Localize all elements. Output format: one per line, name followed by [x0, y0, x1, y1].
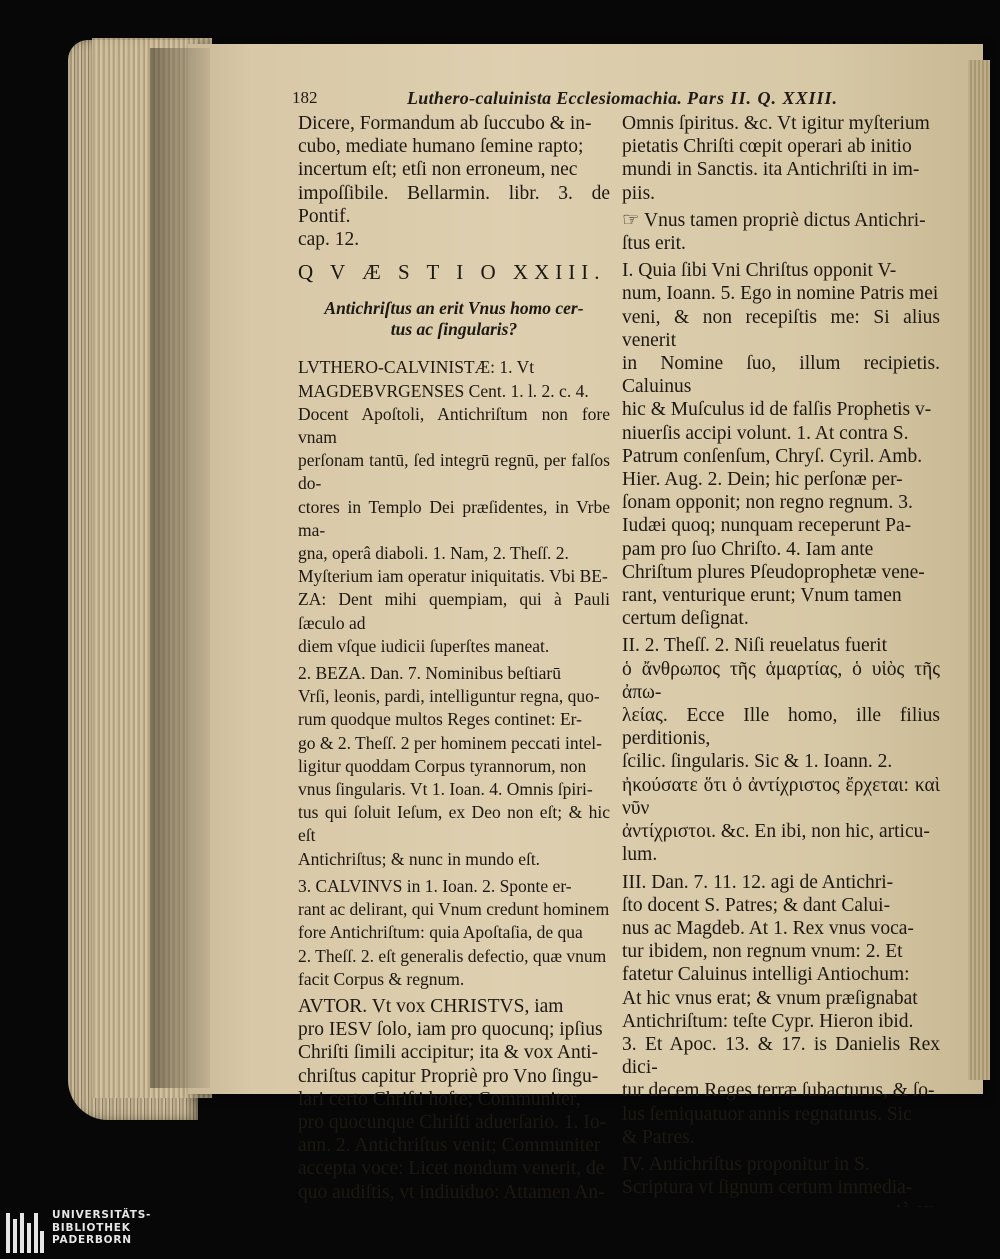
library-name-line3: PADERBORN [52, 1234, 132, 1247]
vnus-paragraph: ☞ Vnus tamen propriè dictus Antichri- ſtus erit. [622, 209, 926, 255]
running-head [292, 88, 952, 114]
argument-three: III. Dan. 7. 11. 12. agi de Antichri- ſto docent S. Patres; & dant Calui- nus ac Magdeb. At 1. Rex vnus voca- tur ibidem, non regnum vnum: 2. Et fatetur Caluinus intelligi Antiochum: At hic vnus erat; & vnum præſignabat Antichriſtum: teſte Cypr. Hieron ibid. 3. Et Apoc. 13. & 17. is Danielis Rex dici- tur decem Reges terræ ſubacturus, & ſo- lus ſemiquatuor annis regnaturus. Sic & Patres. [622, 871, 940, 1148]
library-logo-icon [6, 1211, 44, 1255]
library-name-line2: BIBLIOTHEK [52, 1221, 131, 1234]
library-name [52, 1209, 151, 1247]
left-column [298, 112, 610, 1227]
right-column [622, 112, 940, 1223]
omnis-paragraph: Omnis ſpiritus. &c. Vt igitur myſterium pietatis Chriſti cœpit operari ab initio mundi in Sanctis. ita Antichriſti in im- piis. [622, 113, 930, 204]
running-part: Pars II. Q. XXIII. [687, 88, 839, 108]
autor-paragraph: AVTOR. Vt vox CHRISTVS, iam pro IESV ſolo, iam pro quocunq; ipſius Chriſti ſimili accipitur; ita & vox Anti- chriſtus capitur Propriè pro Vno ſingu- lari certo Chriſti hoſte; Communiter, pro quocunque Chriſti aduerſario. 1. Io- ann. 2. Antichriſtus venit; Communiter accepta voce: Licet nondum venerit, de quo audiſtis, vt indiuiduo: Attamen An- [298, 995, 607, 1203]
running-title: Luthero-caluinista Ecclesiomachia. [407, 88, 683, 108]
gutter-shadow [150, 48, 210, 1088]
library-name-line1: UNIVERSITÄTS- [52, 1209, 152, 1221]
argument-one: I. Quia ſibi Vni Chriſtus opponit V- num, Ioann. 5. Ego in nomine Patris mei veni, & non recepiſtis me: Si alius venerit in Nomine ſuo, illum recipietis. Caluinus hic & Muſculus id de falſis Prophetis v- niuerſis accipi volunt. 1. At contra S. Patrum conſenſum, Chryſ. Cyril. Amb. Hier. Aug. 2. Dein; hic perſonæ per- ſonam opponit; non regno regnum. 3. Iudæi quoq; nunquam receperunt Pa- pam pro ſuo Chriſto. 4. Iam ante Chriſtum plures Pſeudoprophetæ vene- rant, venturique erunt; Vnum tamen certum deſignat. [622, 260, 940, 630]
question-subtitle: Antichriſtus an erit Vnus homo cer- tus ac ſingularis? [324, 298, 584, 340]
argument-four: IV. Antichriſtus proponitur in S. Scriptura vt ſignum certum immedia- [622, 1153, 913, 1199]
page-number: 182 [292, 88, 318, 107]
beza-paragraph: 2. BEZA. Dan. 7. Nominibus beſtiarū Vrſi, leonis, pardi, intelliguntur regna, quo- rum quodque multos Reges continet: Er- go & 2. Theſſ. 2 per hominem peccati intel- ligitur quoddam Corpus tyrannorum, non vnus ſingularis. Vt 1. Ioan. 4. Omnis ſpiri- tus qui ſoluit Ieſum, ex Deo non eſt; & hic eſt Antichriſtus; & nunc in mundo eſt. [298, 663, 610, 869]
page-right-edge [968, 60, 990, 1080]
intro-paragraph: Dicere, Formandum ab ſuccubo & in- cubo, mediate humano ſemine rapto; incertum eſt; etſi non erroneum, nec impoſſibile. Bellarmin. libr. 3. de Pontif. cap. 12. [298, 113, 610, 251]
question-title: Q V Æ S T I O XXIII. [298, 260, 606, 285]
lutherans-paragraph: LVTHERO-CALVINISTÆ: 1. Vt MAGDEBVRGENSES Cent. 1. l. 2. c. 4. Docent Apoſtoli, Antichriſtum non fore vnam perſonam tantū, ſed integrū regnū, per falſos do- ctores in Templo Dei præſidentes, in Vrbe ma- gna, operâ diaboli. 1. Nam, 2. Theſſ. 2. Myſterium iam operatur iniquitatis. Vbi BE- ZA: Dent mihi quempiam, qui à Pauli ſæculo ad diem vſque iudicii ſuperſtes maneat. [298, 357, 610, 656]
calvin-paragraph: 3. CALVINVS in 1. Ioan. 2. Sponte er- rant ac delirant, qui Vnum credunt hominem fore Antichriſtum: quia Apoſtaſia, de qua 2. Theſſ. 2. eſt generalis defectio, quæ vnum facit Corpus & regnum. [298, 875, 610, 989]
argument-two: II. 2. Theſſ. 2. Niſi reuelatus fuerit ὁ ἄνθρωπος τῆς ἁμαρτίας, ὁ υἱὸς τῆς ἀπω- λείας. Ecce Ille homo, ille filius perditionis, ſcilic. ſingularis. Sic & 1. Ioann. 2. ἠκούσατε ὅτι ὁ ἀντίχριστος ἔρχεται: καὶ νῦν ἀντίχριστοι. &c. En ibi, non hic, articu- lum. [622, 635, 940, 866]
